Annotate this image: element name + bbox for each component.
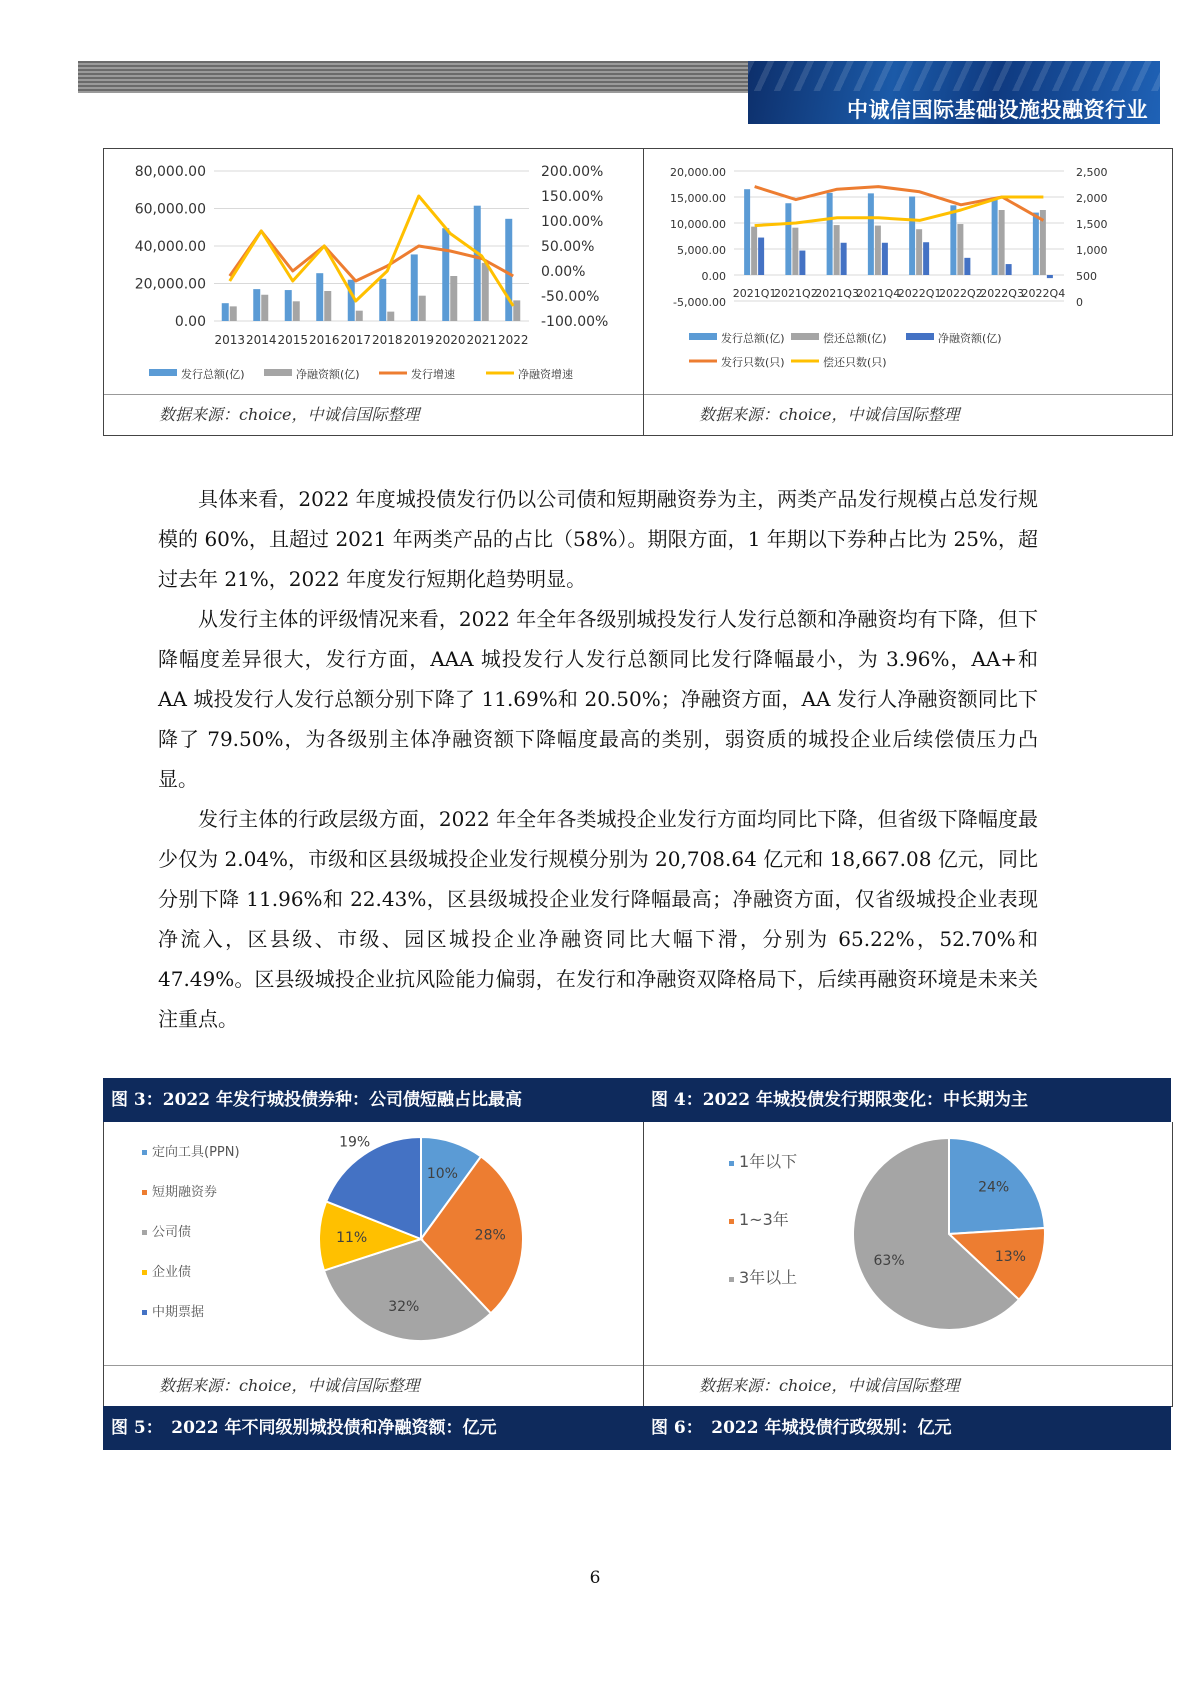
y2-tick-label: 0.00% xyxy=(541,264,586,280)
legend-label: 净融资额(亿) xyxy=(296,368,360,381)
y-tick-label: 40,000.00 xyxy=(134,239,206,255)
legend-label: 1~3年 xyxy=(739,1210,789,1229)
bar xyxy=(230,306,237,321)
y-tick-label: 15,000.00 xyxy=(670,192,726,205)
chart-source: 数据来源：choice，中诚信国际整理 xyxy=(104,1365,644,1406)
bar xyxy=(387,312,394,321)
bar xyxy=(324,291,331,321)
legend-label: 净融资增速 xyxy=(518,368,573,381)
y2-tick-label: 200.00% xyxy=(541,164,604,180)
bar xyxy=(792,228,798,275)
x-tick-label: 2021Q1 xyxy=(732,287,777,300)
bar xyxy=(285,290,292,321)
legend-label: 短期融资券 xyxy=(152,1185,218,1200)
y-tick-label: 0.00 xyxy=(174,314,206,330)
y-tick-label: 0.00 xyxy=(701,270,726,283)
bar xyxy=(834,225,840,275)
x-tick-label: 2014 xyxy=(245,333,277,347)
x-tick-label: 2015 xyxy=(277,333,309,347)
x-tick-label: 2021Q4 xyxy=(856,287,901,300)
paragraph: 发行主体的行政层级方面，2022 年全年各类城投企业发行方面均同比下降，但省级下降幅度最少仅为 2.04%，市级和区县级城投企业发行规模分别为 20,708.64 亿元和 18,667.08 亿元，同比分别下降 11.96%和 22.43%，区县级城投企业发行降幅最高；净融资方面，仅省级城投企业表现净流入，区县级、市级、园区城投企业净融资同比大幅下滑，分别为 65.22%，52.70%和 47.49%。区县级城投企业抗风险能力偏弱，在发行和净融资双降格局下，后续再融资环境是未来关注重点。 xyxy=(158,807,1038,1031)
bar xyxy=(356,311,363,321)
y-tick-label: -5,000.00 xyxy=(673,296,726,309)
x-tick-label: 2018 xyxy=(371,333,403,347)
figure-title: 图 6： 2022 年城投债行政级别：亿元 xyxy=(643,1406,1171,1450)
legend-label: 发行只数(只) xyxy=(721,356,785,369)
bar xyxy=(253,289,260,321)
legend-label: 偿还总额(亿) xyxy=(823,332,887,345)
legend-label: 发行增速 xyxy=(411,368,455,381)
x-tick-label: 2020 xyxy=(434,333,466,347)
bar xyxy=(1047,275,1053,278)
y2-tick-label: 50.00% xyxy=(541,239,595,255)
legend-swatch xyxy=(906,333,934,340)
legend-label: 企业债 xyxy=(152,1265,192,1280)
y-tick-label: 20,000.00 xyxy=(134,276,206,293)
bar xyxy=(450,276,457,321)
bar xyxy=(1006,264,1012,275)
bar xyxy=(505,219,512,321)
chart-annual-issuance xyxy=(103,148,645,436)
y2-tick-label: 2,500 xyxy=(1076,166,1108,179)
legend-swatch xyxy=(142,1190,147,1195)
legend-swatch xyxy=(149,369,177,376)
data-label: 28% xyxy=(474,1227,506,1244)
x-tick-label: 2021Q2 xyxy=(774,287,818,300)
legend-label: 发行总额(亿) xyxy=(181,368,245,381)
series-line xyxy=(230,231,514,281)
chart-source: 数据来源：choice，中诚信国际整理 xyxy=(104,394,644,435)
legend-label: 1年以下 xyxy=(739,1152,798,1171)
body-text xyxy=(158,479,1038,1039)
y-tick-label: 20,000.00 xyxy=(670,166,726,179)
x-tick-label: 2022Q3 xyxy=(980,287,1024,300)
y-tick-label: 10,000.00 xyxy=(670,218,726,231)
series-line xyxy=(230,196,514,306)
bar xyxy=(744,189,750,275)
chart-source: 数据来源：choice，中诚信国际整理 xyxy=(644,1365,1172,1406)
y2-tick-label: 150.00% xyxy=(541,189,604,205)
chart-bond-types-pie xyxy=(103,1122,645,1407)
bar xyxy=(909,196,915,275)
data-label: 10% xyxy=(426,1166,458,1183)
bar xyxy=(1033,213,1039,275)
legend-label: 发行总额(亿) xyxy=(721,332,785,345)
bar xyxy=(875,226,881,275)
bar xyxy=(442,228,449,321)
y2-tick-label: 500 xyxy=(1076,270,1097,283)
bar xyxy=(923,242,929,275)
bar xyxy=(751,227,757,275)
bar xyxy=(316,273,323,321)
bar xyxy=(964,258,970,275)
data-label: 24% xyxy=(978,1179,1010,1196)
y2-tick-label: -100.00% xyxy=(541,314,609,330)
bar xyxy=(916,229,922,275)
header-brand-banner xyxy=(748,61,1160,124)
legend-label: 定向工具(PPN) xyxy=(152,1145,240,1160)
bar xyxy=(957,224,963,275)
legend-swatch xyxy=(791,333,819,340)
y2-tick-label: -50.00% xyxy=(541,289,600,305)
bar xyxy=(513,300,520,321)
bar xyxy=(868,193,874,275)
banner-pattern xyxy=(748,61,1160,91)
legend-swatch xyxy=(264,369,292,376)
data-label: 19% xyxy=(339,1134,371,1151)
y2-tick-label: 1,000 xyxy=(1076,244,1108,257)
bar xyxy=(411,254,418,321)
legend-swatch xyxy=(142,1150,147,1155)
x-tick-label: 2013 xyxy=(214,333,246,347)
chart-source: 数据来源：choice，中诚信国际整理 xyxy=(644,394,1172,435)
header-stripe xyxy=(78,61,748,93)
bar xyxy=(261,295,268,321)
y-tick-label: 80,000.00 xyxy=(134,164,206,180)
bar xyxy=(950,205,956,275)
chart-quarterly-issuance-plot xyxy=(644,149,1172,393)
paragraph: 具体来看，2022 年度城投债发行仍以公司债和短期融资券为主，两类产品发行规模占总发行规模的 60%，且超过 2021 年两类产品的占比（58%）。期限方面，1 年期以下券种占比为 25%，超过去年 21%，2022 年度发行短期化趋势明显。 xyxy=(158,487,1038,591)
x-tick-label: 2019 xyxy=(403,333,435,347)
x-tick-label: 2021 xyxy=(466,333,498,347)
bar xyxy=(419,296,426,321)
data-label: 13% xyxy=(994,1249,1026,1266)
figure-title: 图 5： 2022 年不同级别城投债和净融资额：亿元 xyxy=(103,1406,643,1450)
bar xyxy=(379,279,386,321)
y2-tick-label: 2,000 xyxy=(1076,192,1108,205)
bar xyxy=(293,301,300,321)
x-tick-label: 2022 xyxy=(497,333,529,347)
bar xyxy=(758,238,764,275)
bar xyxy=(482,263,489,321)
figure-title: 图 3：2022 年发行城投债券种：公司债短融占比最高 xyxy=(103,1078,643,1122)
legend-swatch xyxy=(689,333,717,340)
bar xyxy=(841,243,847,275)
x-tick-label: 2022Q4 xyxy=(1021,287,1066,300)
legend-swatch xyxy=(729,1219,734,1224)
x-tick-label: 2017 xyxy=(340,333,372,347)
legend-swatch xyxy=(142,1230,147,1235)
legend-label: 公司债 xyxy=(152,1225,192,1240)
chart-quarterly-issuance xyxy=(643,148,1173,436)
chart-maturity-pie xyxy=(643,1122,1173,1407)
x-tick-label: 2016 xyxy=(308,333,340,347)
y-tick-label: 5,000.00 xyxy=(677,244,726,257)
legend-swatch xyxy=(729,1161,734,1166)
bar xyxy=(785,203,791,275)
chart-annual-issuance-plot xyxy=(104,149,644,393)
header-title: 中诚信国际基础设施投融资行业 xyxy=(847,98,1148,122)
y2-tick-label: 100.00% xyxy=(541,214,604,230)
x-tick-label: 2021Q3 xyxy=(815,287,859,300)
chart-bond-types-plot xyxy=(104,1122,644,1366)
legend-label: 偿还只数(只) xyxy=(823,356,887,369)
legend-label: 中期票据 xyxy=(152,1305,205,1320)
bar xyxy=(999,210,1005,275)
y2-tick-label: 0 xyxy=(1076,296,1083,309)
bar xyxy=(474,206,481,321)
legend-swatch xyxy=(142,1270,147,1275)
bar xyxy=(992,199,998,275)
bar xyxy=(799,251,805,275)
bar xyxy=(882,243,888,275)
y2-tick-label: 1,500 xyxy=(1076,218,1108,231)
paragraph: 从发行主体的评级情况来看，2022 年全年各级别城投发行人发行总额和净融资均有下降，但下降幅度差异很大，发行方面，AAA 城投发行人发行总额同比发行降幅最小，为 3.96%，AA+和 AA 城投发行人发行总额分别下降了 11.69%和 20.50%；净融资方面，AA 发行人净融资额同比下降了 79.50%，为各级别主体净融资额下降幅度最高的类别，弱资质的城投企业后续偿债压力凸显。 xyxy=(158,607,1038,791)
legend-label: 净融资额(亿) xyxy=(938,332,1002,345)
x-tick-label: 2022Q2 xyxy=(939,287,983,300)
y-tick-label: 60,000.00 xyxy=(134,201,206,218)
legend-swatch xyxy=(729,1277,734,1282)
data-label: 63% xyxy=(873,1252,905,1269)
legend-label: 3年以上 xyxy=(739,1268,798,1287)
chart-maturity-plot xyxy=(644,1122,1172,1366)
data-label: 11% xyxy=(336,1229,368,1246)
x-tick-label: 2022Q1 xyxy=(897,287,942,300)
bar xyxy=(827,193,833,275)
bar xyxy=(222,303,229,321)
page-number: 6 xyxy=(589,1568,601,1588)
legend-swatch xyxy=(142,1310,147,1315)
figure-title: 图 4：2022 年城投债发行期限变化：中长期为主 xyxy=(643,1078,1171,1122)
data-label: 32% xyxy=(388,1299,420,1316)
